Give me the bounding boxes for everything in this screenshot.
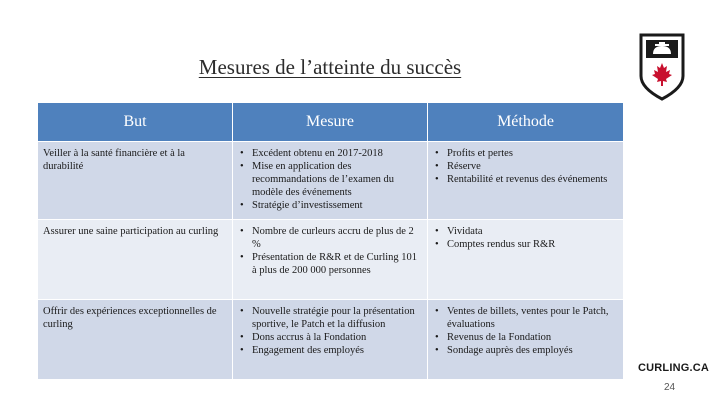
method-cell — [428, 142, 624, 220]
measure-item: • Nombre de curleurs accru de plus de 2 % — [252, 225, 422, 251]
page-number: 24 — [664, 382, 676, 393]
measure-item: • Présentation de R&R et de Curling 101 à plus de 200 000 personnes — [252, 251, 422, 277]
table-row — [38, 142, 624, 220]
curling-canada-logo-icon — [638, 32, 686, 102]
method-item: • Ventes de billets, ventes pour le Patch, évaluations — [447, 305, 618, 331]
method-item: • Comptes rendus sur R&R — [447, 238, 618, 251]
goal-text: Offrir des expériences exceptionnelles de curling — [43, 306, 217, 330]
page-title — [0, 55, 660, 80]
method-item: • Revenus de la Fondation — [447, 331, 618, 344]
measure-item: • Dons accrus à la Fondation — [252, 331, 422, 344]
method-item: • Rentabilité et revenus des événements — [447, 173, 618, 186]
method-item: • Réserve — [447, 160, 618, 173]
header-goal: But — [38, 103, 233, 142]
success-measures-table — [37, 102, 624, 380]
table-row — [38, 220, 624, 300]
goal-cell — [38, 300, 233, 380]
measure-item: • Stratégie d’investissement — [252, 199, 422, 212]
measure-item: • Nouvelle stratégie pour la présentation sportive, le Patch et la diffusion — [252, 305, 422, 331]
goal-cell — [38, 220, 233, 300]
header-measure: Mesure — [233, 103, 428, 142]
method-item: • Vividata — [447, 225, 618, 238]
method-cell — [428, 220, 624, 300]
measure-item: • Engagement des employés — [252, 344, 422, 357]
page-title-text: Mesures de l’atteinte du succès — [198, 55, 462, 79]
table-row — [38, 300, 624, 380]
goal-cell — [38, 142, 233, 220]
measure-cell — [233, 142, 428, 220]
measure-item: • Mise en application des recommandations de l’examen du modèle des événements — [252, 160, 422, 199]
method-item: • Profits et pertes — [447, 147, 618, 160]
table-header-row — [38, 103, 624, 142]
site-url-label: CURLING.CA — [638, 362, 710, 374]
goal-text: Assurer une saine participation au curling — [43, 226, 219, 237]
method-cell — [428, 300, 624, 380]
goal-text: Veiller à la santé financière et à la durabilité — [43, 148, 185, 172]
method-item: • Sondage auprès des employés — [447, 344, 618, 357]
measure-item: • Excédent obtenu en 2017-2018 — [252, 147, 422, 160]
measure-cell — [233, 220, 428, 300]
header-method: Méthode — [428, 103, 624, 142]
measure-cell — [233, 300, 428, 380]
